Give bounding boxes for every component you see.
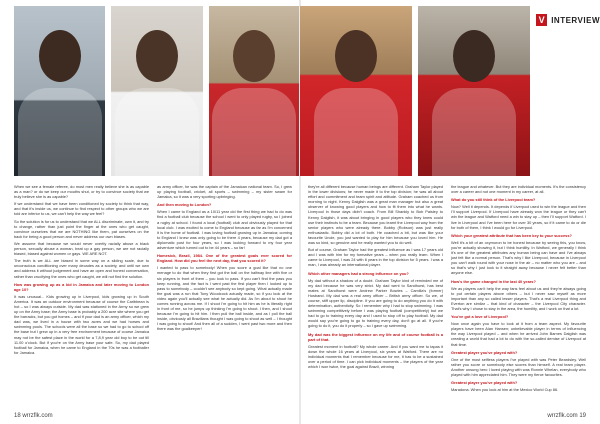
paragraph: So the solution is for us to understand that we ALL discriminate, own it, and try to change, rather than just point the finger at the ones who get caught, convince ourselves that we are NOTHING like them, pat ourselves on the back for being a good person and never address our own biases. bbox=[14, 218, 149, 239]
interview-question: You've got a love of Liverpool? bbox=[451, 314, 509, 320]
left-column-2 bbox=[157, 184, 292, 357]
page-folio-right: wrrzflk.com 19 bbox=[547, 413, 586, 419]
interview-question: Which your greatest attribute that has been key to your success? bbox=[451, 232, 572, 238]
player-photo-3 bbox=[209, 6, 300, 176]
section-tag-icon: V bbox=[536, 14, 547, 26]
paragraph: the league and whatever. But they are individual moments. It's the consistency over a career and not one moment in my career, at all. bbox=[451, 184, 586, 195]
interview-answer: Maradona. When you look at him at the Mexico World Cup 86. bbox=[451, 387, 559, 393]
paragraph: they're all different because human beings are different. Graham Taylor played in the lower divisions; he never made it to the top division; he was all about effort and commitment and team spirit and attitude. Graham coached us from morning to night. Kenny Dalglish was a great man manager but also a great observer of knowing good players and how to fit them into what he wants. Liverpool in those days didn't coach. From Bill Shankly to Bob Paisley to Kenny Dalglish, it was about bringing in good players who they knew could use their instincts to be a team. Because you learnt the Liverpool way from the senior players who were already there. Bobby (Robson) was just really enthusiastic. Bobby did a lot of both. He coached a bit, but was like your favourite Uncle, you just wanted to play for him because you loved him. He was so kind, so genuine and he really wanted you to do well. bbox=[308, 184, 443, 246]
right-column-2 bbox=[451, 184, 586, 394]
player-body bbox=[18, 88, 102, 176]
interview-answer: I wanted to pass to somebody! When you score a goal like that no one menage to do that when they first got the ball on the halfway line with five or six players in front of them – you look to pass. If you can't find the pass you keep running, and the fact is I went past the first player then I looked up to pass to somebody – couldn't see anybody so kept going. What actually made the goal was a run that Tony Woodcock actually made, so if you look at the video again you'll actually see what he actually did. As I'm about to shoot he comes running across me. If I shoot I'm going to hit him as he is literally right in front of me, so he jumps up thinking I'm going to shoot. I then, and I shoot because I'm going to hit him. I then pull the ball inside, and as I pull the ball inside, obviously all Brazilians thought I was going to shoot as well – I thought I was going to shoot! And then all of a sudden, I went past two more and then there was the goalkeeper! bbox=[157, 265, 292, 332]
player-body bbox=[314, 88, 398, 176]
interview-question: Homesick, Brazil, 1984. One of the greatest goals ever scored for England. How did you feel the next day, that you scored it? bbox=[157, 253, 292, 264]
player-head bbox=[136, 30, 178, 82]
paragraph: But of course, Graham Taylor had the greatest influence as I was 17 years old and I was with him for my formative years – when you really learn. When I came to Liverpool, I was 24 with 6 years in the top division for 5 years. I was a man, I was already an international player. bbox=[308, 247, 443, 268]
right-column-1 bbox=[308, 184, 443, 394]
player-body bbox=[212, 88, 296, 176]
player-head bbox=[233, 30, 275, 82]
interview-answer: When I came to England as a 10/11 year old the first thing we had to do was find a football club because the school I went to only played rugby, so I joined a rugby at school. I found a local (football) club and obviously played for that local club. I was excited to come to England because as far as I'm concerned it is the home of football. I was loving football growing up in Jamaica; coming to England I knew was only going to be there 4 years, because my dad got a diplomatic post for four years, so I was looking forward to my four year adventure which turned out to be 44 years – so far! bbox=[157, 209, 292, 251]
interview-answer: It was unusual... Kids growing up in Liverpool, kids growing up in South America. It was an outdoor environment because of course the Caribbean is hot – so I was always outside. My dad was stationed in the Army so we grew up on the Army base; the Army base is probably a 200 acre site where you get the barracks, but you got homes – and if your dad is an army officer, which my dad was, we lived in a house with two acres and we had horses and swimming pools. The schools were all the base so we had to go to school off the base but I grew up in a very free environment because of course Jamaica may not be the safest place in the world for a 7,8,9 year old boy to be out till 11.00 o'clock. But if you're on the Army base your safe. So, my dad played football for Jamaica, when he came to England in the 70s he was a footballer for Jamaica. bbox=[14, 293, 149, 355]
right-page bbox=[300, 0, 600, 424]
player-photo-2 bbox=[111, 6, 202, 176]
interview-answer: Now? Well it depends. It depends if Liverpool used to win the league and then I'll support Liverpool. If Liverpool have already won the league or they can't win the league and Watford need a win to stay up – then I'll support Watford. I live in Liverpool and I've been here for over 30 years, so if it came to do or die for both of them, I think I would go for Liverpool. bbox=[451, 204, 586, 230]
player-head bbox=[39, 30, 81, 82]
left-text-columns bbox=[14, 184, 292, 357]
interview-answer: Now once again you have to look at it from a team aspect. My favourite players have been Alan Hansen; unbelievable player in terms of influencing the way Liverpool played – and when he arrived John Barnes Dalglish was creating a world that had a lot to do with the so-called demise of Liverpool at that time. bbox=[451, 321, 586, 347]
paragraph: We assume that because we would never overtly racially abuse a black person, sexually abuse a woman, beat up a gay person, we are not racially biased, biased against women or gays. WE ARE NOT. bbox=[14, 240, 149, 257]
player-photo-1 bbox=[14, 6, 105, 176]
interview-answer: Greatest moment in football? My whole career. And if you want me to tapas it down the whole 16 years at Liverpool, six years at Watford. There are no individual moments that I remember because for me, it has to be a sustained over a period of time. I can pick individual moments – the players of the year which I won twice, the goal against Brazil, winning bbox=[308, 343, 443, 370]
right-photo-row bbox=[300, 6, 530, 176]
player-head bbox=[335, 30, 377, 82]
interview-question: My dad was the biggest influence on my life and of course football is a part of that. bbox=[308, 331, 443, 342]
paragraph: When we see a female referee, do most men really believe she is as capable as a man? or do we keep our mouths shut, or try to convince society that we truly believe she is as capable? bbox=[14, 184, 149, 200]
right-text-columns bbox=[308, 184, 586, 394]
player-body bbox=[115, 88, 199, 176]
page-folio-left: 18 wrrzflk.com bbox=[14, 413, 53, 419]
section-tag bbox=[536, 12, 600, 28]
interview-question: What do you still think of the Liverpool team? bbox=[451, 197, 536, 203]
interview-question: And then moving to London? bbox=[157, 202, 212, 208]
interview-answer: Well it's a bit of an oxymoron to be honest because by seeing this, you know, you're actually showing it, but I think humility. In Watford, we generally I think it's one of the greatest attributes any human being can have and I've always just felt like a normal person. That's why I like Liverpool, because in Liverpool you can't walk round with your nose in the air – no matter who you are – and so that's why I just look to it straight away because I never felt better than anyone else. bbox=[451, 239, 586, 276]
paragraph: as army officer, he was the captain of the Jamaican national team. So, I grew up playing football, cricket, all sports – swimming – my sister swam for Jamaica, so it was a very sporting upbringing. bbox=[157, 184, 292, 200]
interview-question: Which other managers had a strong influence on you? bbox=[308, 270, 409, 276]
player-photo-4 bbox=[300, 6, 412, 176]
interview-question: Greatest player you've played with? bbox=[451, 380, 518, 386]
paragraph: If we understand that we have been conditioned by society to think that way, and that it's inside us, we continue to find respect to other groups who we are told are inferior to us, we can't help the way we feel? bbox=[14, 201, 149, 217]
left-photo-row bbox=[14, 6, 300, 176]
interview-question: How was growing up as a kid in Jamaica and later moving to London age 10? bbox=[14, 281, 149, 292]
paragraph: The truth is we ALL are biased in some way on a sliding scale, due to unconscious conditioning over many decades as a society, and until we own and address it without judgement and have an open and honest conversation, rather than crucifying the ones who get caught, we will not find the solution. bbox=[14, 258, 149, 279]
player-photo-5 bbox=[418, 6, 530, 176]
left-column-1 bbox=[14, 184, 149, 357]
interview-answer: My dad without a shadow of a doubt. Graham Taylor kind of reminded me of my dad because he was very strict. My dad went to Sandhurst, has best mates at Sandhurst were Andrew Parker Bowles – Camilla's (former) Husband. My dad was a real army officer – British army officer. So we, of course, stiff upper lip, discipline. If you are going to do anything you do it with determination, authenticity. So I remember why I had to stop swimming. I was swimming competitively before I was playing football (competitively) but we had to go to training every day and I used to stop off to play football. My dad would say you're going to go to training every day, don't go at all. If you're going to do it, you do it properly – so I gave up swimming. bbox=[308, 277, 443, 329]
section-tag-label: INTERVIEW bbox=[551, 15, 600, 25]
interview-answer: One of the most selfless players I've played with was Peter Beardsley. Well rather you score or somebody else scores than himself. A real team player. Another unsung hero I loved playing with was Ronnie Whelan, everybody who played with him appreciated him. They were my fierce favourites. bbox=[451, 356, 586, 377]
interview-question: How's the game changed in the last 40 years? bbox=[451, 278, 536, 284]
interview-answer: We as players can't help the way fans feel about us and they're always going to put certain players above others – but I never saw myself as more important than any so called lesser players. That's a real Liverpool thing and Everton are similar – that kind of character – the Liverpool City character. That's why I chose to stay in the area, the humility, and I work on that a lot. bbox=[451, 285, 586, 311]
player-body bbox=[432, 88, 516, 176]
player-head bbox=[453, 30, 495, 82]
interview-question: Greatest player you've played with? bbox=[451, 349, 518, 355]
